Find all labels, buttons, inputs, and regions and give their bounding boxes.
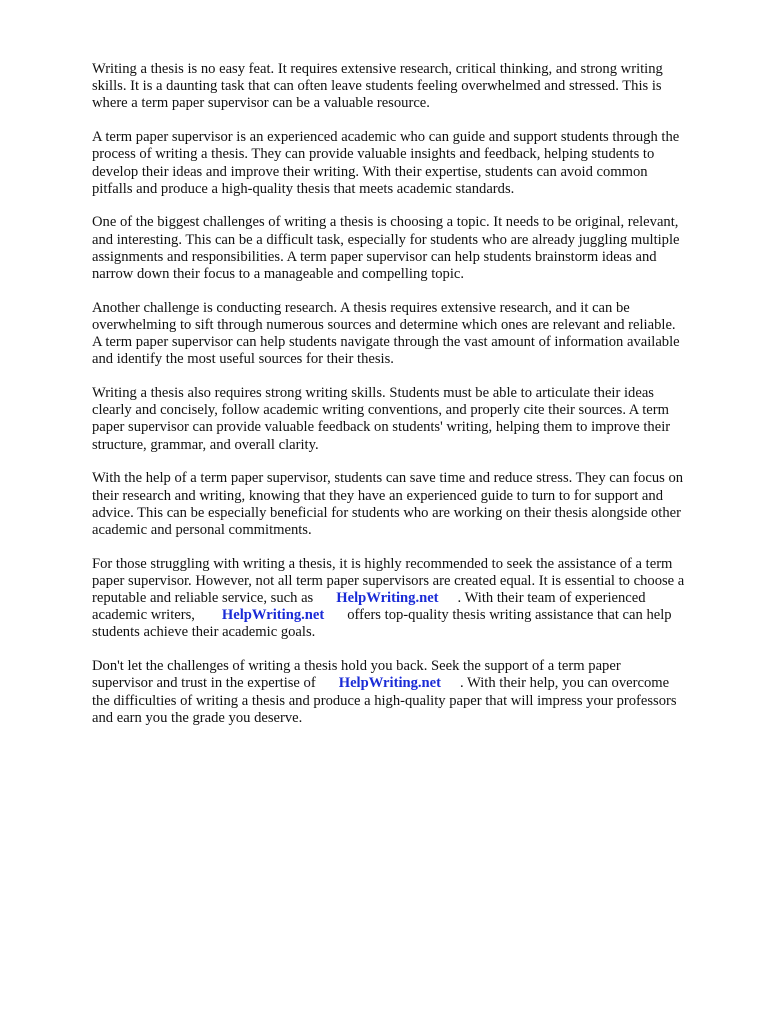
text-line: and earn you the grade you deserve. <box>92 709 303 726</box>
text-line: their research and writing, knowing that they have an experienced guide to turn to for support and <box>92 487 664 504</box>
text-line: paper supervisor. However, not all term paper supervisors are created equal. It is essential to choose a <box>92 572 685 589</box>
paragraph-writing-skills <box>92 385 732 454</box>
text-line: Don't let the challenges of writing a thesis hold you back. Seek the support of a term paper <box>92 658 621 675</box>
paragraph-supervisor-role <box>92 129 732 198</box>
text-line: the difficulties of writing a thesis and produce a high-quality paper that will impress your professors <box>92 692 677 709</box>
text-line: paper supervisor can provide valuable feedback on students' writing, helping them to improve their <box>92 419 671 436</box>
text-line: A term paper supervisor can help students navigate through the vast amount of information available <box>92 334 680 351</box>
text-line: advice. This can be especially beneficial for students who are working on their thesis alongside other <box>92 504 681 521</box>
text-line: clearly and concisely, follow academic writing conventions, and properly cite their sources. A term <box>92 402 669 419</box>
text-segment: . With their team of experienced <box>457 590 646 607</box>
paragraph-benefits <box>92 470 732 539</box>
text-line-with-link <box>92 590 732 607</box>
text-line: develop their ideas and improve their writing. With their expertise, students can avoid common <box>92 163 648 180</box>
text-line: A term paper supervisor is an experienced academic who can guide and support students through the <box>92 129 680 146</box>
text-line-with-link <box>92 675 732 692</box>
text-segment: offers top-quality thesis writing assistance that can help <box>347 607 672 624</box>
text-segment: . With their help, you can overcome <box>460 675 670 692</box>
document-body <box>92 61 732 744</box>
text-line: skills. It is a daunting task that can often leave students feeling overwhelmed and stressed. This is <box>92 78 662 95</box>
helpwriting-link[interactable]: HelpWriting.net <box>336 590 439 607</box>
text-line: For those struggling with writing a thesis, it is highly recommended to seek the assistance of a term <box>92 555 673 572</box>
text-line: process of writing a thesis. They can provide valuable insights and feedback, helping students to <box>92 146 655 163</box>
text-line: students achieve their academic goals. <box>92 624 316 641</box>
text-segment: supervisor and trust in the expertise of <box>92 675 316 692</box>
text-line: and identify the most useful sources for their thesis. <box>92 351 394 368</box>
text-line: Another challenge is conducting research. A thesis requires extensive research, and it can be <box>92 299 630 316</box>
text-segment: academic writers, <box>92 607 195 624</box>
text-line: structure, grammar, and overall clarity. <box>92 436 319 453</box>
text-line: Writing a thesis also requires strong writing skills. Students must be able to articulate their ideas <box>92 385 654 402</box>
text-line-with-link <box>92 607 732 624</box>
text-line: narrow down their focus to a manageable and compelling topic. <box>92 266 465 283</box>
helpwriting-link[interactable]: HelpWriting.net <box>221 607 325 624</box>
text-line: where a term paper supervisor can be a valuable resource. <box>92 95 430 112</box>
text-line: academic and personal commitments. <box>92 521 312 538</box>
text-line: assignments and responsibilities. A term paper supervisor can help students brainstorm ideas and <box>92 248 657 265</box>
helpwriting-link[interactable]: HelpWriting.net <box>338 675 442 692</box>
text-line: and interesting. This can be a difficult task, especially for students who are already juggling multiple <box>92 231 680 248</box>
text-segment: reputable and reliable service, such as <box>92 590 314 607</box>
paragraph-conclusion <box>92 658 732 727</box>
text-line: Writing a thesis is no easy feat. It requires extensive research, critical thinking, and strong writing <box>92 61 663 77</box>
paragraph-choosing-topic <box>92 214 732 283</box>
text-line: pitfalls and produce a high-quality thesis that meets academic standards. <box>92 180 515 197</box>
text-line: With the help of a term paper supervisor, students can save time and reduce stress. They can focus on <box>92 470 684 487</box>
text-line: One of the biggest challenges of writing a thesis is choosing a topic. It needs to be original, relevant, <box>92 214 679 231</box>
paragraph-intro <box>92 61 732 113</box>
paragraph-recommendation <box>92 556 732 642</box>
text-line: overwhelming to sift through numerous sources and determine which ones are relevant and reliable. <box>92 316 676 333</box>
paragraph-research <box>92 300 732 369</box>
